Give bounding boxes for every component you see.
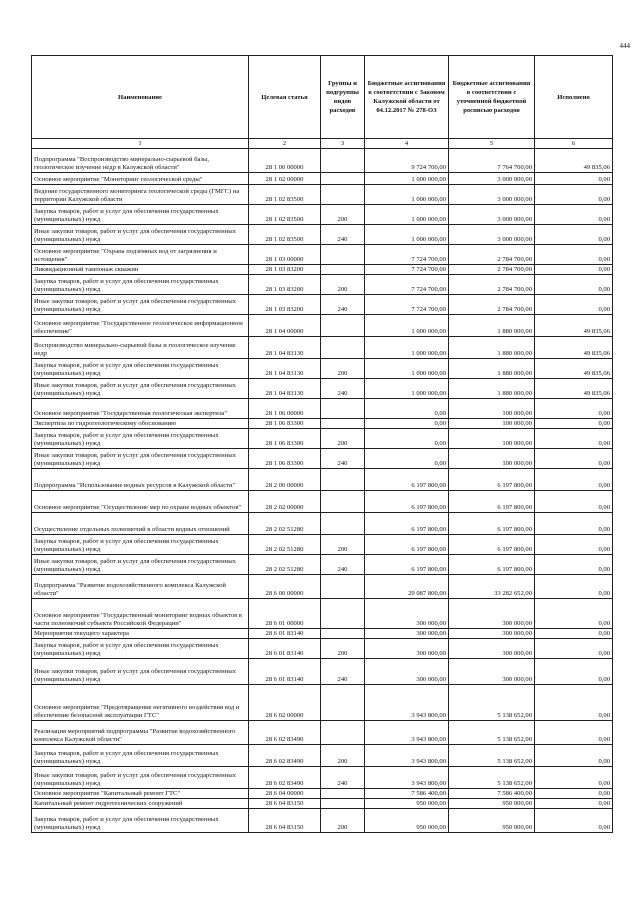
table-row	[32, 295, 613, 315]
row-name: Ведение государственного мониторинга геологической среды (ГМГС) на территории Калужской области	[32, 185, 249, 205]
row-group: 200	[321, 275, 365, 295]
row-done-amount: 0,00	[535, 399, 613, 419]
row-law-amount: 1 000 000,00	[365, 185, 449, 205]
row-plan-amount: 5 138 652,00	[449, 721, 535, 745]
row-plan-amount: 6 197 800,00	[449, 469, 535, 491]
table-row	[32, 745, 613, 767]
row-name: Подпрограмма "Развитие водохозяйственного комплекса Калужской области"	[32, 575, 249, 599]
table-body	[32, 149, 613, 833]
row-plan-amount: 5 138 652,00	[449, 767, 535, 789]
row-name: Ликвидационный тампонаж скважин	[32, 265, 249, 275]
row-plan-amount: 6 197 800,00	[449, 513, 535, 535]
table-row	[32, 767, 613, 789]
row-plan-amount: 3 000 000,00	[449, 205, 535, 225]
row-code: 28 1 03 83200	[249, 275, 321, 295]
row-law-amount: 300 000,00	[365, 629, 449, 639]
row-code: 28 2 02 51280	[249, 555, 321, 575]
column-number: 1	[32, 139, 249, 149]
row-name: Основное мероприятие "Предотвращение негативного воздействия вод и обеспечение безопасной эксплуатации ГТС"	[32, 685, 249, 721]
row-done-amount: 0,00	[535, 265, 613, 275]
row-group: 200	[321, 745, 365, 767]
row-name: Мероприятия текущего характера	[32, 629, 249, 639]
table-row	[32, 315, 613, 337]
row-law-amount: 7 724 700,00	[365, 275, 449, 295]
row-plan-amount: 950 000,00	[449, 799, 535, 809]
row-done-amount: 0,00	[535, 599, 613, 629]
row-name: Закупка товаров, работ и услуг для обеспечения государственных (муниципальных) нужд	[32, 275, 249, 295]
row-plan-amount: 5 138 652,00	[449, 685, 535, 721]
row-plan-amount: 1 880 000,00	[449, 315, 535, 337]
row-done-amount: 0,00	[535, 295, 613, 315]
row-group	[321, 149, 365, 173]
row-plan-amount: 2 784 700,00	[449, 275, 535, 295]
row-plan-amount: 100 000,00	[449, 399, 535, 419]
row-done-amount: 0,00	[535, 535, 613, 555]
column-number: 3	[321, 139, 365, 149]
table-row	[32, 513, 613, 535]
row-plan-amount: 7 586 400,00	[449, 789, 535, 799]
row-code: 28 1 03 83200	[249, 295, 321, 315]
row-done-amount: 0,00	[535, 245, 613, 265]
table-row	[32, 149, 613, 173]
row-law-amount: 950 000,00	[365, 799, 449, 809]
row-name: Основное мероприятие "Капитальный ремонт ГТС"	[32, 789, 249, 799]
row-law-amount: 0,00	[365, 429, 449, 449]
row-law-amount: 0,00	[365, 419, 449, 429]
row-group: 200	[321, 639, 365, 659]
row-name: Основное мероприятие "Мониторинг геологической среды"	[32, 173, 249, 185]
table-row	[32, 449, 613, 469]
table-row	[32, 721, 613, 745]
table-row	[32, 337, 613, 359]
table-row	[32, 809, 613, 833]
row-done-amount: 0,00	[535, 469, 613, 491]
row-plan-amount: 2 784 700,00	[449, 265, 535, 275]
row-group: 240	[321, 225, 365, 245]
table-row	[32, 639, 613, 659]
row-code: 28 1 02 00000	[249, 173, 321, 185]
row-law-amount: 7 586 400,00	[365, 789, 449, 799]
table-row	[32, 491, 613, 513]
row-group	[321, 685, 365, 721]
row-group	[321, 599, 365, 629]
row-code: 28 1 02 83500	[249, 185, 321, 205]
row-done-amount: 0,00	[535, 185, 613, 205]
table-row	[32, 419, 613, 429]
column-number: 6	[535, 139, 613, 149]
row-name: Закупка товаров, работ и услуг для обеспечения государственных (муниципальных) нужд	[32, 535, 249, 555]
row-code: 28 2 02 51280	[249, 535, 321, 555]
row-code: 28 6 02 83490	[249, 745, 321, 767]
row-code: 28 1 04 83130	[249, 359, 321, 379]
row-done-amount: 0,00	[535, 491, 613, 513]
row-plan-amount: 1 880 000,00	[449, 359, 535, 379]
row-code: 28 6 01 83140	[249, 629, 321, 639]
row-name: Воспроизводство минерально-сырьевой базы и геологическое изучение недр	[32, 337, 249, 359]
row-group: 240	[321, 659, 365, 685]
row-group	[321, 399, 365, 419]
header-group: Группы и подгруппы видов расходов	[321, 56, 365, 139]
row-done-amount: 0,00	[535, 721, 613, 745]
row-done-amount: 49 835,06	[535, 149, 613, 173]
row-law-amount: 3 943 800,00	[365, 745, 449, 767]
row-code: 28 1 02 83500	[249, 205, 321, 225]
column-number: 2	[249, 139, 321, 149]
row-name: Закупка товаров, работ и услуг для обеспечения государственных (муниципальных) нужд	[32, 359, 249, 379]
row-done-amount: 0,00	[535, 429, 613, 449]
row-name: Подпрограмма "Воспроизводство минерально-сырьевой базы, геологическое изучение недр в Калужской области"	[32, 149, 249, 173]
row-done-amount: 0,00	[535, 205, 613, 225]
row-code: 28 1 06 83300	[249, 449, 321, 469]
row-law-amount: 29 087 800,00	[365, 575, 449, 599]
row-law-amount: 6 197 800,00	[365, 469, 449, 491]
table-row	[32, 245, 613, 265]
row-code: 28 1 03 00000	[249, 245, 321, 265]
header-plan: Бюджетные ассигнования в соответствии с уточненной бюджетной росписью расходов	[449, 56, 535, 139]
row-done-amount: 0,00	[535, 225, 613, 245]
row-law-amount: 1 000 000,00	[365, 173, 449, 185]
row-done-amount: 0,00	[535, 419, 613, 429]
row-done-amount: 0,00	[535, 789, 613, 799]
row-group	[321, 245, 365, 265]
row-group: 200	[321, 535, 365, 555]
row-code: 28 1 06 83300	[249, 429, 321, 449]
row-name: Закупка товаров, работ и услуг для обеспечения государственных (муниципальных) нужд	[32, 809, 249, 833]
row-code: 28 1 03 83200	[249, 265, 321, 275]
row-name: Закупка товаров, работ и услуг для обеспечения государственных (муниципальных) нужд	[32, 745, 249, 767]
table-row	[32, 185, 613, 205]
row-code: 28 6 04 83150	[249, 799, 321, 809]
row-code: 28 6 02 00000	[249, 685, 321, 721]
header-code: Целевая статья	[249, 56, 321, 139]
row-done-amount: 0,00	[535, 513, 613, 535]
row-plan-amount: 2 784 700,00	[449, 245, 535, 265]
row-done-amount: 0,00	[535, 575, 613, 599]
row-group: 240	[321, 379, 365, 399]
row-law-amount: 7 724 700,00	[365, 295, 449, 315]
row-code: 28 6 02 83490	[249, 767, 321, 789]
table-row	[32, 399, 613, 419]
table-row	[32, 659, 613, 685]
row-code: 28 2 02 51280	[249, 513, 321, 535]
row-name: Основное мероприятие "Осуществление мер по охране водных объектов"	[32, 491, 249, 513]
row-code: 28 1 06 00000	[249, 399, 321, 419]
row-group: 200	[321, 809, 365, 833]
row-law-amount: 950 000,00	[365, 809, 449, 833]
row-done-amount: 0,00	[535, 173, 613, 185]
header-law: Бюджетные ассигнования в соответствии с Законом Калужской области от 04.12.2017 № 278-ОЗ	[365, 56, 449, 139]
row-name: Иные закупки товаров, работ и услуг для обеспечения государственных (муниципальных) нужд	[32, 449, 249, 469]
row-name: Иные закупки товаров, работ и услуг для обеспечения государственных (муниципальных) нужд	[32, 659, 249, 685]
row-group	[321, 469, 365, 491]
row-plan-amount: 1 880 000,00	[449, 379, 535, 399]
row-plan-amount: 300 000,00	[449, 599, 535, 629]
table-row	[32, 685, 613, 721]
row-plan-amount: 950 000,00	[449, 809, 535, 833]
row-group	[321, 789, 365, 799]
row-plan-amount: 300 000,00	[449, 659, 535, 685]
row-name: Закупка товаров, работ и услуг для обеспечения государственных (муниципальных) нужд	[32, 429, 249, 449]
row-plan-amount: 2 784 700,00	[449, 295, 535, 315]
row-name: Закупка товаров, работ и услуг для обеспечения государственных (муниципальных) нужд	[32, 205, 249, 225]
row-plan-amount: 3 000 000,00	[449, 185, 535, 205]
row-code: 28 6 04 00000	[249, 789, 321, 799]
row-code: 28 1 04 00000	[249, 315, 321, 337]
row-plan-amount: 300 000,00	[449, 629, 535, 639]
row-group: 240	[321, 295, 365, 315]
row-plan-amount: 6 197 800,00	[449, 555, 535, 575]
table-row	[32, 535, 613, 555]
row-done-amount: 0,00	[535, 799, 613, 809]
row-done-amount: 49 835,06	[535, 337, 613, 359]
row-plan-amount: 3 000 000,00	[449, 225, 535, 245]
row-code: 28 2 02 00000	[249, 491, 321, 513]
row-group: 240	[321, 767, 365, 789]
table-row	[32, 379, 613, 399]
row-code: 28 1 04 83130	[249, 337, 321, 359]
row-law-amount: 1 000 000,00	[365, 205, 449, 225]
row-done-amount: 49 835,06	[535, 315, 613, 337]
row-plan-amount: 33 282 652,00	[449, 575, 535, 599]
column-number: 5	[449, 139, 535, 149]
table-row	[32, 173, 613, 185]
row-group	[321, 721, 365, 745]
table-row	[32, 359, 613, 379]
row-name: Основное мероприятие "Охрана подземных вод от загрязнения и истощения"	[32, 245, 249, 265]
row-code: 28 6 00 00000	[249, 575, 321, 599]
row-plan-amount: 100 000,00	[449, 449, 535, 469]
header-row	[32, 56, 613, 139]
row-group	[321, 265, 365, 275]
row-done-amount: 0,00	[535, 809, 613, 833]
row-done-amount: 0,00	[535, 449, 613, 469]
table-row	[32, 275, 613, 295]
row-plan-amount: 7 764 700,00	[449, 149, 535, 173]
row-group: 240	[321, 449, 365, 469]
row-law-amount: 1 000 000,00	[365, 337, 449, 359]
row-plan-amount: 6 197 800,00	[449, 535, 535, 555]
row-name: Осуществление отдельных полномочий в области водных отношений	[32, 513, 249, 535]
row-law-amount: 6 197 800,00	[365, 491, 449, 513]
row-law-amount: 3 943 800,00	[365, 685, 449, 721]
row-done-amount: 49 835,06	[535, 359, 613, 379]
row-code: 28 1 00 00000	[249, 149, 321, 173]
table-row	[32, 629, 613, 639]
row-name: Подпрограмма "Использование водных ресурсов в Калужской области"	[32, 469, 249, 491]
row-group	[321, 799, 365, 809]
row-law-amount: 1 000 000,00	[365, 225, 449, 245]
row-done-amount: 49 835,06	[535, 379, 613, 399]
row-law-amount: 6 197 800,00	[365, 535, 449, 555]
row-code: 28 6 04 83150	[249, 809, 321, 833]
row-name: Экспертиза по гидрогеологическому обоснованию	[32, 419, 249, 429]
row-name: Реализация мероприятий подпрограммы "Развитие водохозяйственного комплекса Калужской области"	[32, 721, 249, 745]
table-row	[32, 205, 613, 225]
row-law-amount: 1 000 000,00	[365, 315, 449, 337]
row-name: Основное мероприятие "Государственная геологическая экспертиза"	[32, 399, 249, 419]
row-done-amount: 0,00	[535, 745, 613, 767]
table-row	[32, 555, 613, 575]
table-row	[32, 225, 613, 245]
row-code: 28 1 04 83130	[249, 379, 321, 399]
row-done-amount: 0,00	[535, 275, 613, 295]
row-law-amount: 6 197 800,00	[365, 513, 449, 535]
budget-table	[31, 55, 613, 833]
row-plan-amount: 300 000,00	[449, 639, 535, 659]
row-group: 200	[321, 359, 365, 379]
row-law-amount: 300 000,00	[365, 599, 449, 629]
row-plan-amount: 1 880 000,00	[449, 337, 535, 359]
row-plan-amount: 5 138 652,00	[449, 745, 535, 767]
row-group	[321, 575, 365, 599]
row-name: Иные закупки товаров, работ и услуг для обеспечения государственных (муниципальных) нужд	[32, 295, 249, 315]
row-done-amount: 0,00	[535, 629, 613, 639]
row-plan-amount: 6 197 800,00	[449, 491, 535, 513]
row-plan-amount: 3 000 000,00	[449, 173, 535, 185]
row-law-amount: 3 943 800,00	[365, 767, 449, 789]
row-law-amount: 1 000 000,00	[365, 359, 449, 379]
row-name: Закупка товаров, работ и услуг для обеспечения государственных (муниципальных) нужд	[32, 639, 249, 659]
row-code: 28 6 01 00000	[249, 599, 321, 629]
row-group: 200	[321, 205, 365, 225]
row-law-amount: 7 724 700,00	[365, 245, 449, 265]
column-numbers-row	[32, 139, 613, 149]
row-law-amount: 300 000,00	[365, 639, 449, 659]
row-law-amount: 1 000 000,00	[365, 379, 449, 399]
row-done-amount: 0,00	[535, 767, 613, 789]
row-name: Иные закупки товаров, работ и услуг для обеспечения государственных (муниципальных) нужд	[32, 225, 249, 245]
row-name: Иные закупки товаров, работ и услуг для обеспечения государственных (муниципальных) нужд	[32, 379, 249, 399]
row-group	[321, 419, 365, 429]
table-row	[32, 799, 613, 809]
table-row	[32, 469, 613, 491]
row-group: 200	[321, 429, 365, 449]
row-group	[321, 173, 365, 185]
table-row	[32, 575, 613, 599]
table-row	[32, 265, 613, 275]
row-name: Иные закупки товаров, работ и услуг для обеспечения государственных (муниципальных) нужд	[32, 555, 249, 575]
row-group	[321, 185, 365, 205]
row-name: Основное мероприятие "Государственное геологическое информационное обеспечение"	[32, 315, 249, 337]
row-group	[321, 513, 365, 535]
row-name: Капитальный ремонт гидротехнических сооружений	[32, 799, 249, 809]
table-row	[32, 429, 613, 449]
row-code: 28 6 02 83490	[249, 721, 321, 745]
row-done-amount: 0,00	[535, 555, 613, 575]
row-code: 28 6 01 83140	[249, 639, 321, 659]
page-number: 444	[619, 42, 630, 50]
row-done-amount: 0,00	[535, 639, 613, 659]
header-name: Наименование	[32, 56, 249, 139]
row-law-amount: 3 943 800,00	[365, 721, 449, 745]
row-code: 28 6 01 83140	[249, 659, 321, 685]
row-group	[321, 491, 365, 513]
row-done-amount: 0,00	[535, 659, 613, 685]
row-law-amount: 7 724 700,00	[365, 265, 449, 275]
row-name: Иные закупки товаров, работ и услуг для обеспечения государственных (муниципальных) нужд	[32, 767, 249, 789]
row-plan-amount: 100 000,00	[449, 429, 535, 449]
row-group: 240	[321, 555, 365, 575]
row-law-amount: 6 197 800,00	[365, 555, 449, 575]
row-code: 28 2 00 00000	[249, 469, 321, 491]
row-group	[321, 337, 365, 359]
table-row	[32, 789, 613, 799]
row-law-amount: 300 000,00	[365, 659, 449, 685]
row-done-amount: 0,00	[535, 685, 613, 721]
header-done: Исполнено	[535, 56, 613, 139]
row-code: 28 1 02 83500	[249, 225, 321, 245]
row-law-amount: 9 724 700,00	[365, 149, 449, 173]
row-code: 28 1 06 83300	[249, 419, 321, 429]
row-law-amount: 0,00	[365, 449, 449, 469]
row-name: Основное мероприятие "Государственный мониторинг водных объектов в части полномочий субъекта Российской Федерации"	[32, 599, 249, 629]
row-group	[321, 629, 365, 639]
column-number: 4	[365, 139, 449, 149]
row-group	[321, 315, 365, 337]
table-row	[32, 599, 613, 629]
row-law-amount: 0,00	[365, 399, 449, 419]
row-plan-amount: 100 000,00	[449, 419, 535, 429]
